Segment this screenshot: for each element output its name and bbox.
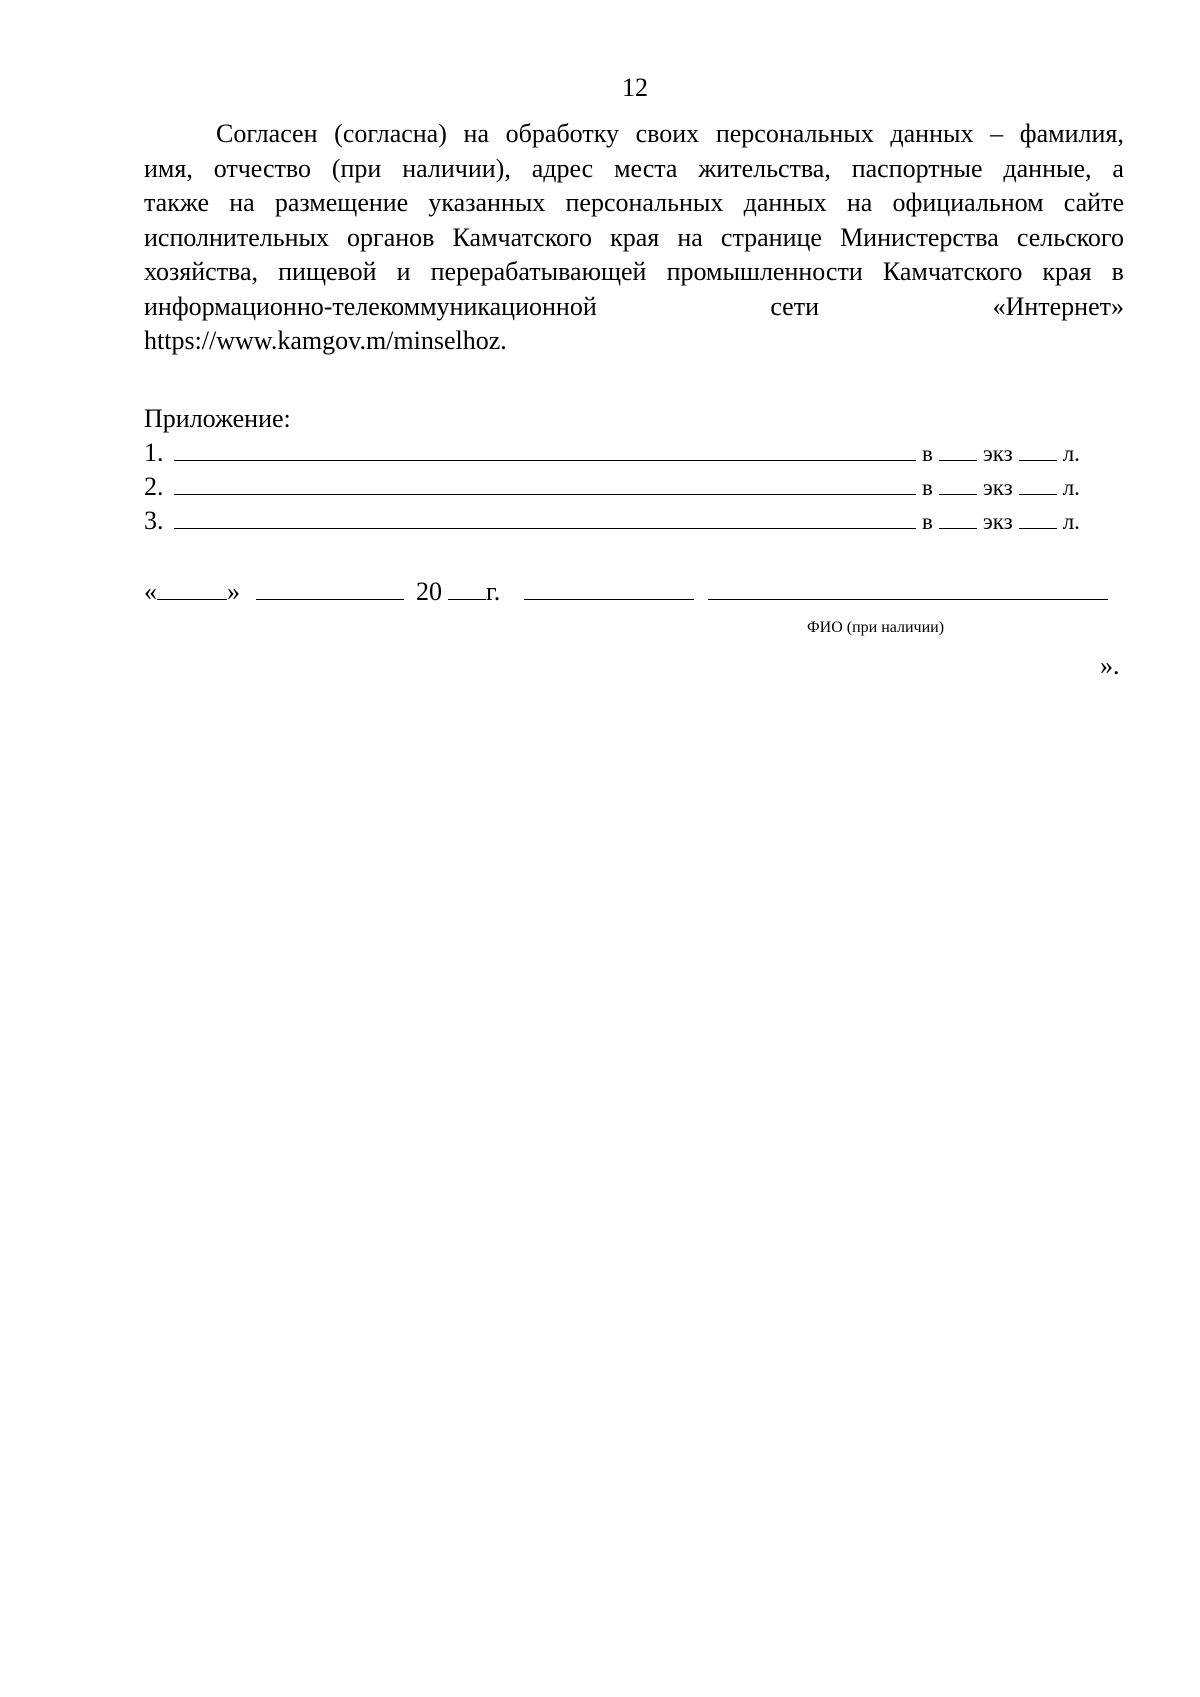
consent-word: в [1111,257,1124,286]
attachment-name-field[interactable] [174,436,916,461]
page-number: 12 [622,73,648,102]
consent-paragraph [144,117,1124,359]
year-suffix: г. [486,577,501,606]
attachment-sheets-field[interactable] [1019,504,1057,529]
attachments-heading: Приложение: [144,404,291,433]
consent-word: перерабатывающей [430,257,647,286]
consent-word: своих [635,119,700,148]
consent-line-3 [144,186,1124,221]
consent-word: данных [890,119,974,148]
consent-word: на [677,222,703,252]
day-field[interactable] [157,575,227,600]
consent-word: «Интернет» [992,291,1124,321]
consent-line-4 [144,221,1124,256]
consent-word: также [144,188,210,217]
attachment-sheets-label: л. [1062,475,1080,500]
consent-word: пищевой [278,257,377,286]
attachment-in-label: в [922,475,933,500]
consent-word: https://www.kamgov.m/minselhoz. [144,326,507,355]
full-name-caption: ФИО (при наличии) [807,619,945,636]
attachment-copies-field[interactable] [939,436,977,461]
consent-word: исполнительных [144,222,329,252]
consent-word: данных [743,188,827,217]
consent-word: на [463,119,490,148]
consent-line-2 [144,152,1124,187]
attachment-row-1 [144,436,1124,470]
month-field[interactable] [256,575,404,600]
consent-line-1 [144,117,1124,152]
consent-word: адрес [531,153,594,183]
attachments-section [144,402,1124,538]
consent-word: а [1112,153,1124,183]
consent-word: сети [770,291,819,321]
consent-word: отчество [213,153,311,183]
attachment-count [922,436,1080,471]
consent-word: информационно-телекоммуникационной [144,291,597,321]
attachment-copies-label: экз [982,509,1013,534]
full-name-field[interactable] [708,575,1108,600]
consent-word: фамилия, [1019,119,1124,148]
attachment-copies-label: экз [982,475,1013,500]
consent-word: персональных [715,119,874,148]
consent-word: и [396,257,411,286]
consent-line-7 [144,324,1124,359]
consent-word: Согласен [216,119,318,148]
consent-word: сайте [1063,188,1124,217]
attachment-copies-field[interactable] [939,470,977,495]
consent-word: размещение [274,188,409,217]
signature-field[interactable] [524,575,694,600]
consent-word: края [1042,257,1092,286]
consent-word: (согласна) [334,119,447,148]
consent-word: Камчатского [452,222,593,252]
year-prefix: 20 [416,577,442,606]
attachment-in-label: в [922,509,933,534]
consent-word: органов [347,222,435,252]
consent-word: указанных [428,188,546,217]
year-field[interactable] [448,575,486,600]
attachment-count [922,470,1080,505]
attachment-number: 3. [144,506,164,535]
consent-word: имя, [144,153,193,183]
attachment-row-2 [144,470,1124,504]
signature-block [144,575,1124,609]
consent-line-6 [144,290,1124,325]
attachment-copies-field[interactable] [939,504,977,529]
attachment-row-3 [144,504,1124,538]
consent-word: на [229,188,255,217]
attachment-name-field[interactable] [174,470,916,495]
consent-word: данные, [1003,153,1092,183]
attachment-sheets-field[interactable] [1019,436,1057,461]
attachment-count [922,504,1080,539]
consent-word: (при [331,153,382,183]
attachment-name-field[interactable] [174,504,916,529]
closing-mark: ». [1100,651,1120,680]
consent-word: Камчатского [882,257,1023,286]
consent-word: странице [720,222,822,252]
attachment-sheets-field[interactable] [1019,470,1057,495]
consent-word: промышленности [666,257,863,286]
consent-word: официальном [892,188,1044,217]
consent-word: – [990,119,1004,148]
consent-word: Министерства [840,222,999,252]
attachment-number: 1. [144,438,164,467]
consent-word: места [614,153,678,183]
consent-word: наличии), [402,153,511,183]
attachment-copies-label: экз [982,441,1013,466]
date-close-quote: » [227,577,240,606]
consent-word: хозяйства, [144,257,259,286]
consent-word: на [846,188,873,217]
consent-word: паспортные [851,153,983,183]
attachment-in-label: в [922,441,933,466]
attachment-sheets-label: л. [1062,441,1080,466]
consent-word: жительства, [698,153,831,183]
consent-word: края [610,222,660,252]
attachment-sheets-label: л. [1062,509,1080,534]
date-open-quote: « [144,577,157,606]
consent-line-5 [144,255,1124,290]
attachment-number: 2. [144,472,164,501]
consent-word: сельского [1016,222,1124,252]
consent-word: обработку [505,119,619,148]
consent-word: персональных [565,188,724,217]
signature-row [144,575,1124,609]
